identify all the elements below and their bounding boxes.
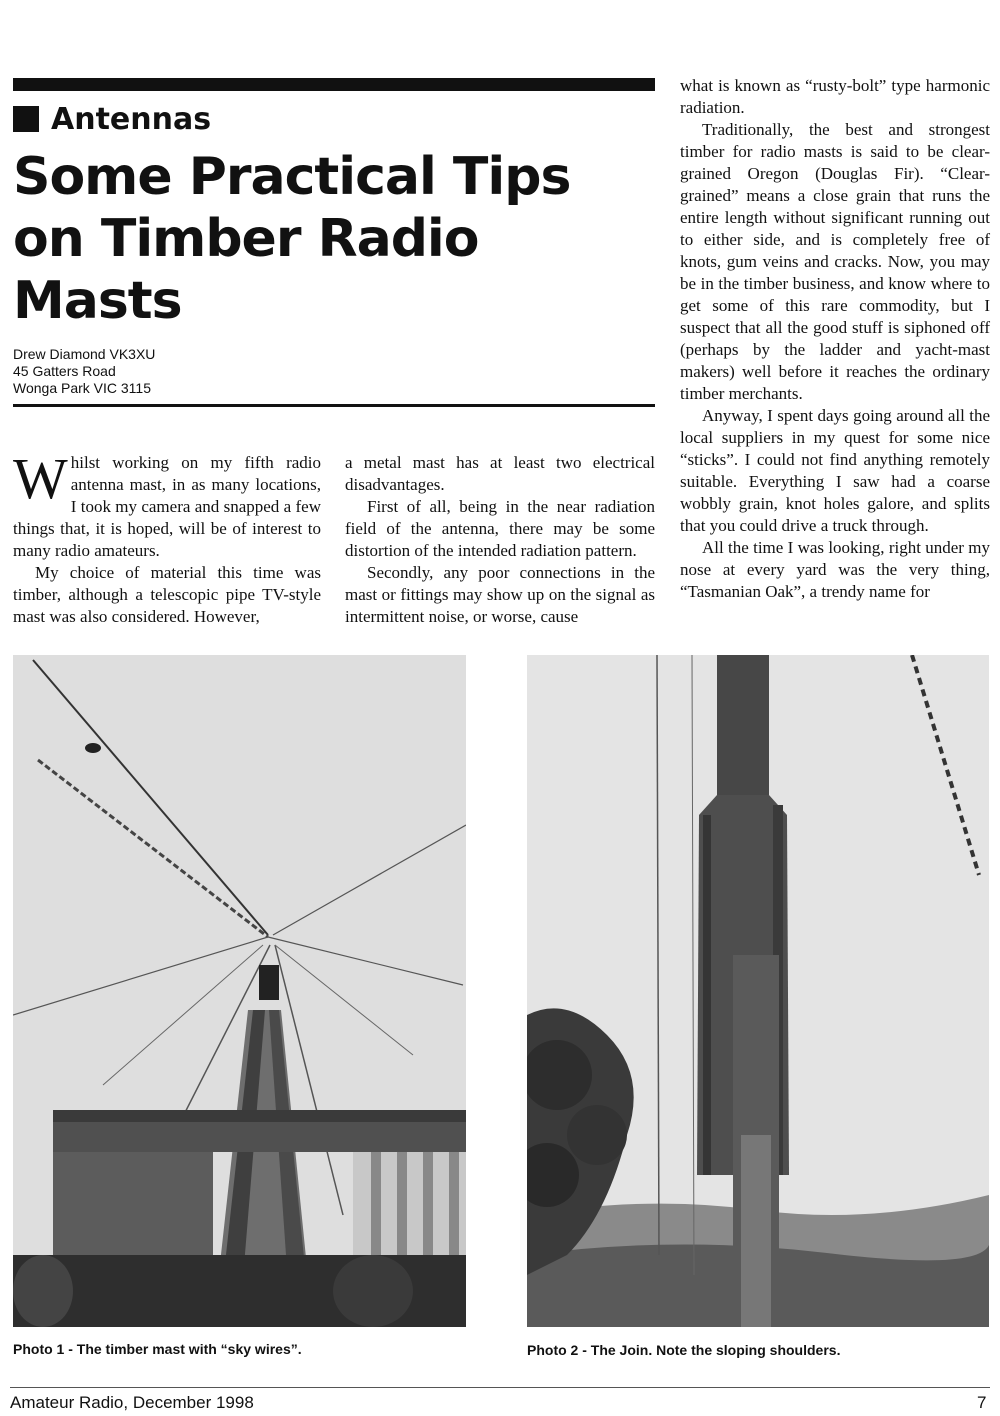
paragraph: My choice of material this time was timber, although a telescopic pipe TV-style mast was also considered. However, — [13, 563, 321, 626]
author-name: Drew Diamond VK3XU — [13, 346, 156, 362]
text-column-3 — [680, 75, 990, 603]
section-heading — [13, 100, 211, 140]
photo-timber-mast — [13, 655, 466, 1327]
paragraph: First of all, being in the near radiation field of the antenna, there may be some distortion of the intended radiation pattern. — [345, 497, 655, 560]
paragraph — [13, 446, 321, 562]
drop-cap: W — [13, 446, 68, 511]
paragraph: Anyway, I spent days going around all the local suppliers in my quest for some nice “sticks”. I could not find anything remotely suitable. Everything I saw had a coarse wobbly grain, knot holes galore, and splits that you could drive a truck through. — [680, 406, 990, 535]
footer-rule — [10, 1387, 990, 1388]
article-title: Some Practical Tips on Timber Radio Masts — [13, 147, 571, 331]
page-number: 7 — [977, 1393, 987, 1412]
photo-1-caption: Photo 1 - The timber mast with “sky wires”. — [13, 1341, 302, 1357]
byline-rule — [13, 404, 655, 407]
paragraph: Secondly, any poor connections in the mast or fittings may show up on the signal as intermittent noise, or worse, cause — [345, 563, 655, 626]
paragraph: All the time I was looking, right under my nose at every yard was the very thing, “Tasmanian Oak”, a trendy name for — [680, 538, 990, 601]
paragraph: a metal mast has at least two electrical disadvantages. — [345, 453, 655, 494]
paragraph: what is known as “rusty-bolt” type harmonic radiation. — [680, 76, 990, 117]
text-column-1 — [13, 446, 321, 628]
paragraph-text: hilst working on my fifth radio antenna mast, in as many locations, I took my camera and snapped a few things that, it is hoped, will be of interest to many radio amateurs. — [13, 453, 321, 560]
photo-mast-join — [527, 655, 989, 1327]
title-rule — [13, 78, 655, 91]
author-city: Wonga Park VIC 3115 — [13, 380, 152, 396]
join-photo-illustration — [527, 655, 989, 1327]
photo-2-caption: Photo 2 - The Join. Note the sloping shoulders. — [527, 1342, 841, 1358]
author-block — [13, 346, 155, 397]
paragraph: Traditionally, the best and strongest timber for radio masts is said to be clear-grained Oregon (Douglas Fir). “Clear-grained” means a close grain that runs the entire length without significant running out to either side, and is completely free of knots, gum veins and cracks. Now, you may be in the timber business, and know where to get some of this rare commodity, but I suspect that all the good stuff is siphoned off (perhaps by the ladder and yacht-mast makers) well before it reaches the ordinary timber merchants. — [680, 120, 990, 403]
square-bullet-icon — [13, 106, 39, 132]
text-column-2 — [345, 452, 655, 628]
footer-publication: Amateur Radio, December 1998 — [10, 1393, 254, 1412]
mast-photo-illustration — [13, 655, 466, 1327]
author-street: 45 Gatters Road — [13, 363, 116, 379]
section-label: Antennas — [51, 102, 212, 137]
